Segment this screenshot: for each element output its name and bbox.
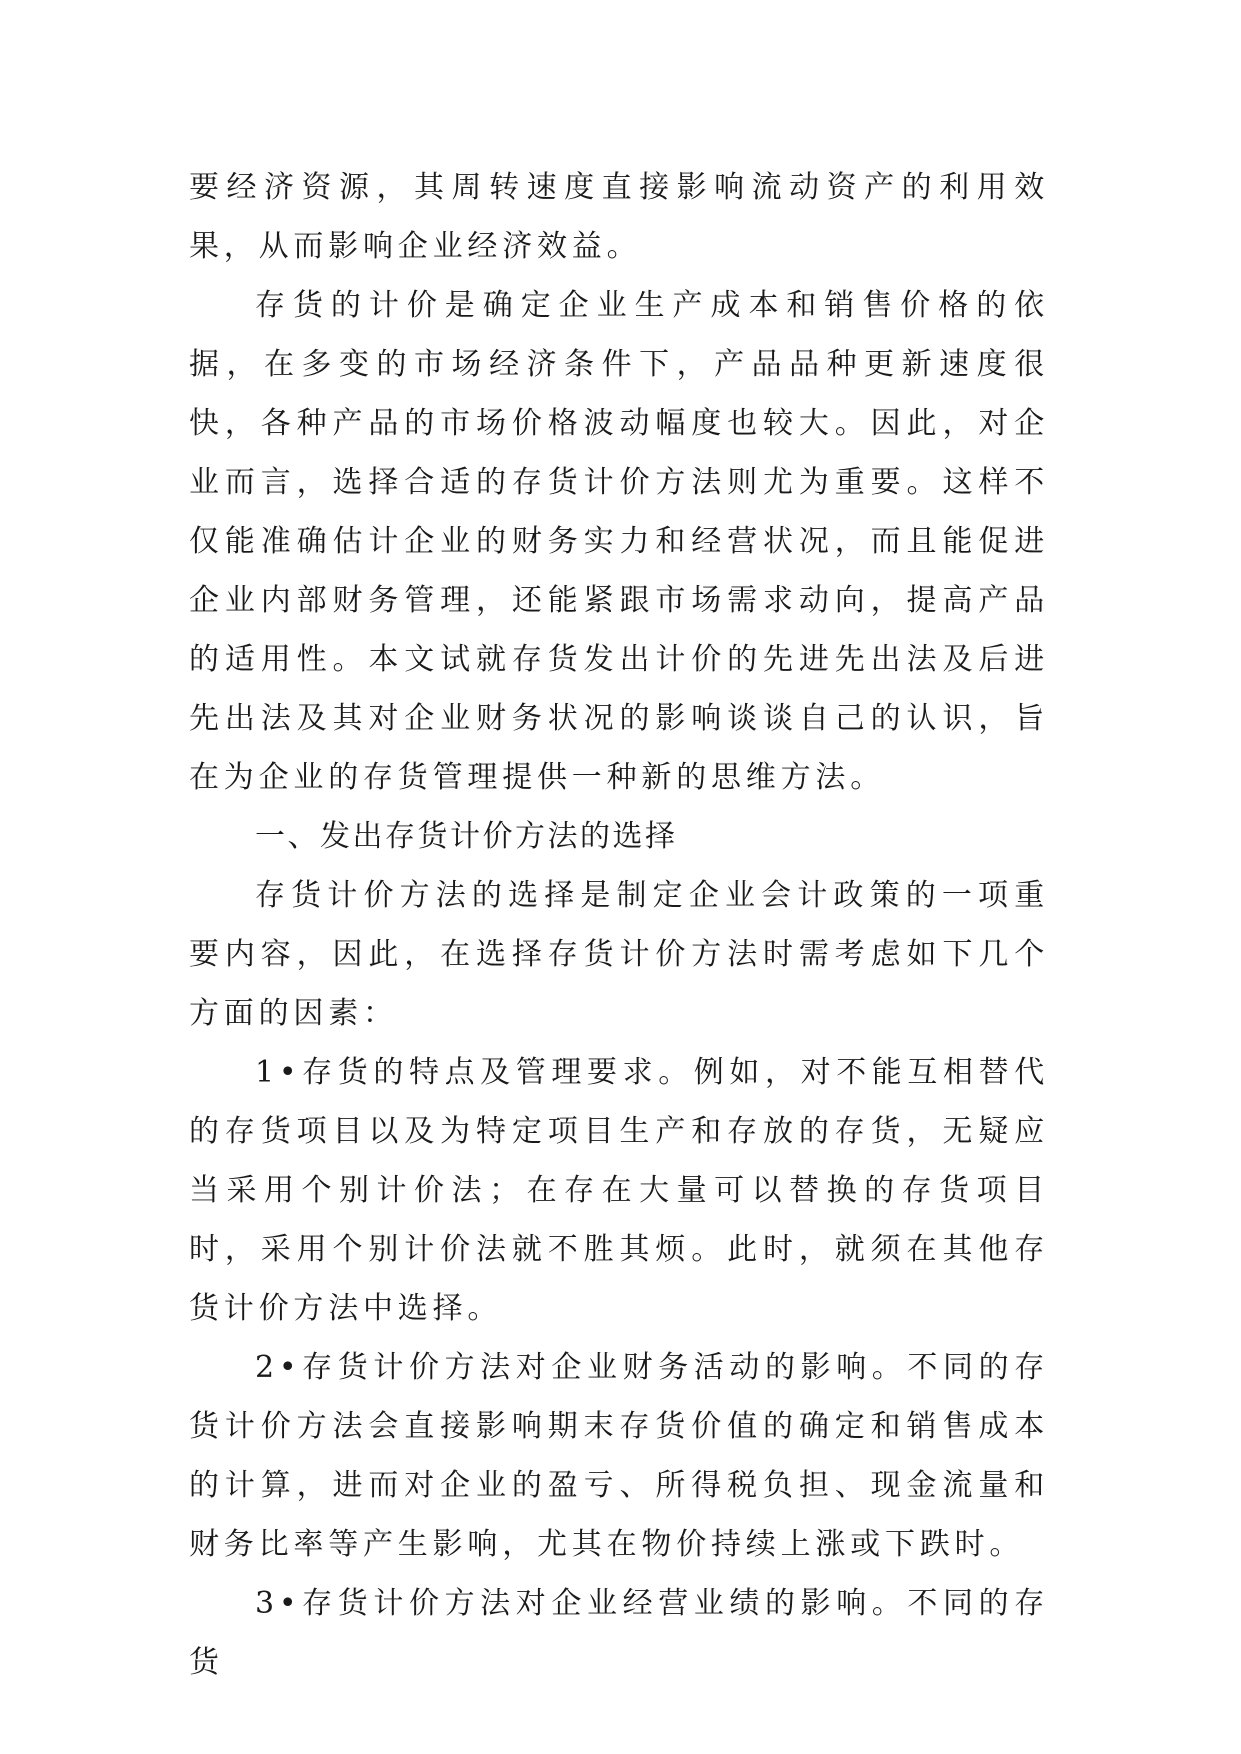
document-body bbox=[189, 158, 1049, 1692]
paragraph-factor-2: 2•存货计价方法对企业财务活动的影响。不同的存货计价方法会直接影响期末存货价值的确定和销售成本的计算，进而对企业的盈亏、所得税负担、现金流量和财务比率等产生影响，尤其在物价持续上涨或下跌时。 bbox=[189, 1350, 1049, 1562]
paragraph-factor-1: 1•存货的特点及管理要求。例如，对不能互相替代的存货项目以及为特定项目生产和存放的存货，无疑应当采用个别计价法；在存在大量可以替换的存货项目时，采用个别计价法就不胜其烦。此时，就须在其他存货计价方法中选择。 bbox=[189, 1055, 1049, 1326]
section-heading: 一、发出存货计价方法的选择 bbox=[255, 819, 678, 854]
paragraph-factor-3: 3•存货计价方法对企业经营业绩的影响。不同的存货 bbox=[189, 1586, 1049, 1680]
paragraph-continuation: 要经济资源，其周转速度直接影响流动资产的利用效果，从而影响企业经济效益。 bbox=[189, 170, 1049, 264]
paragraph-method-selection: 存货计价方法的选择是制定企业会计政策的一项重要内容，因此，在选择存货计价方法时需考虑如下几个方面的因素： bbox=[189, 878, 1049, 1031]
paragraph-inventory-valuation-intro: 存货的计价是确定企业生产成本和销售价格的依据，在多变的市场经济条件下，产品品种更新速度很快，各种产品的市场价格波动幅度也较大。因此，对企业而言，选择合适的存货计价方法则尤为重要。这样不仅能准确估计企业的财务实力和经营状况，而且能促进企业内部财务管理，还能紧跟市场需求动向，提高产品的适用性。本文试就存货发出计价的先进先出法及后进先出法及其对企业财务状况的影响谈谈自己的认识，旨在为企业的存货管理提供一种新的思维方法。 bbox=[189, 288, 1049, 795]
